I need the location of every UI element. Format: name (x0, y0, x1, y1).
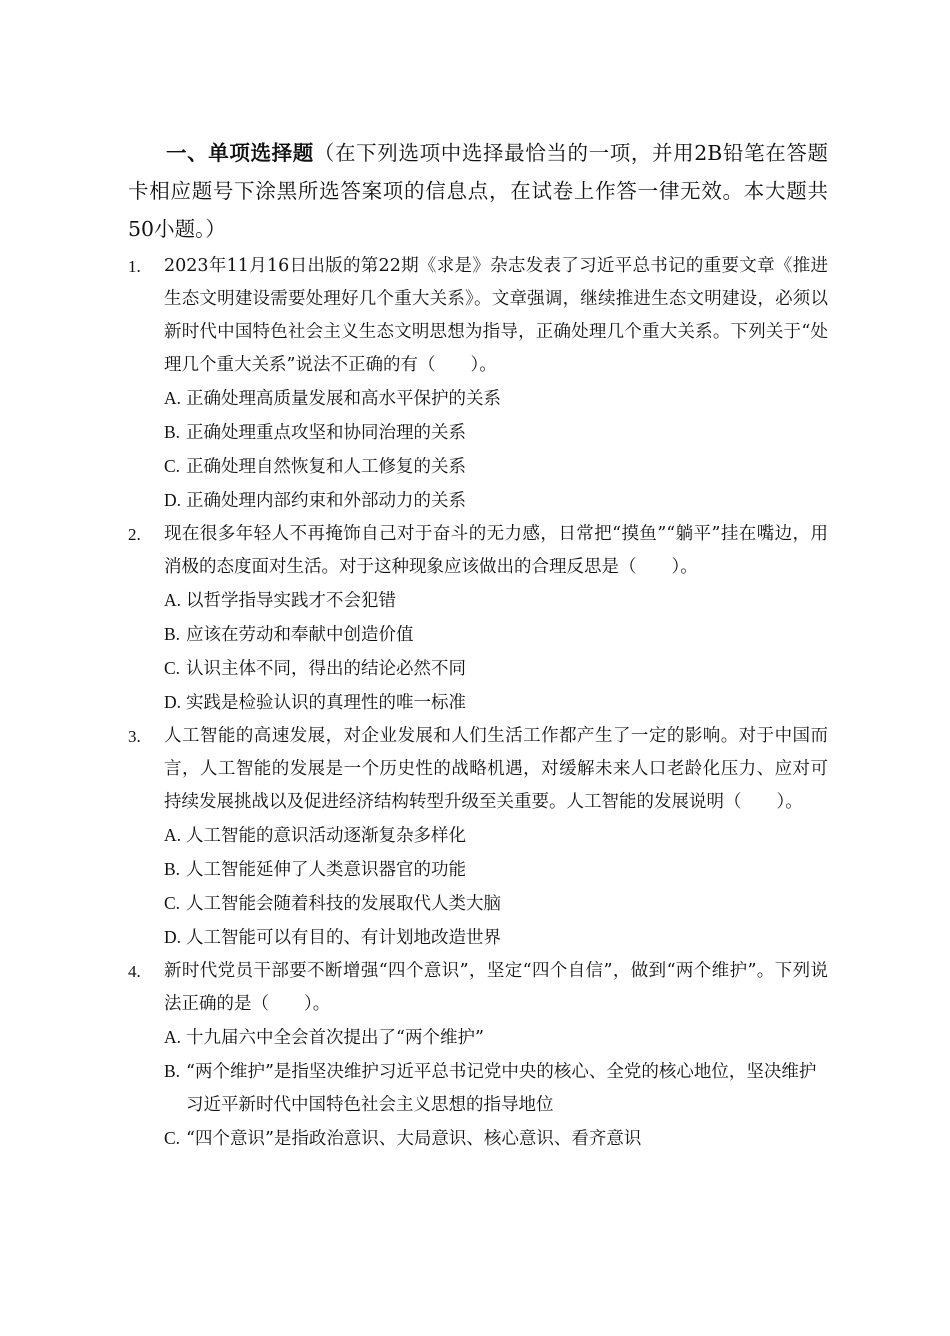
option-letter: B. (164, 624, 181, 644)
question-list (128, 250, 828, 1156)
option-text: 正确处理重点攻坚和协同治理的关系 (186, 423, 466, 443)
question-number: 2. (128, 525, 141, 544)
option-d (164, 921, 828, 955)
option-text: 人工智能的意识活动逐渐复杂多样化 (186, 826, 466, 846)
option-b (164, 853, 828, 887)
option-text: 正确处理高质量发展和高水平保护的关系 (186, 389, 501, 409)
option-text: “两个维护”是指坚决维护习近平总书记党中央的核心、全党的核心地位，坚决维护习近平新时代中国特色社会主义思想的指导地位 (186, 1062, 817, 1115)
option-text: 人工智能延伸了人类意识器官的功能 (186, 860, 466, 880)
option-c (164, 887, 828, 921)
option-letter: C. (164, 1128, 181, 1148)
question-number: 1. (128, 257, 141, 276)
option-letter: D. (164, 692, 182, 712)
option-d (164, 686, 828, 720)
option-letter: A. (164, 1027, 182, 1047)
section-instructions: （在下列选项中选择最恰当的一项，并用2B铅笔在答题卡相应题号下涂黑所选答案项的信息点，在试卷上作答一律无效。本大题共50小题。） (128, 141, 829, 241)
question-number: 4. (128, 962, 141, 981)
option-letter: B. (164, 1061, 181, 1081)
option-b (164, 1055, 828, 1122)
option-c (164, 1122, 828, 1156)
option-text: 以哲学指导实践才不会犯错 (186, 591, 396, 611)
question-2 (128, 518, 828, 720)
option-a (164, 819, 828, 853)
question-number: 3. (128, 727, 141, 746)
question-stem: 人工智能的高速发展，对企业发展和人们生活工作都产生了一定的影响。对于中国而言，人工智能的发展是一个历史性的战略机遇，对缓解未来人口老龄化压力、应对可持续发展挑战以及促进经济结构转型升级至关重要。人工智能的发展说明（ ）。 (164, 726, 828, 812)
option-letter: B. (164, 422, 181, 442)
option-text: 人工智能会随着科技的发展取代人类大脑 (186, 894, 501, 914)
option-letter: D. (164, 490, 182, 510)
option-b (164, 618, 828, 652)
question-1 (128, 250, 828, 518)
option-letter: A. (164, 388, 182, 408)
option-d (164, 484, 828, 518)
option-text: 正确处理内部约束和外部动力的关系 (186, 491, 466, 511)
option-a (164, 382, 828, 416)
question-3 (128, 720, 828, 955)
option-letter: A. (164, 590, 182, 610)
option-text: 正确处理自然恢复和人工修复的关系 (186, 457, 466, 477)
option-letter: D. (164, 927, 182, 947)
question-stem: 现在很多年轻人不再掩饰自己对于奋斗的无力感，日常把“摸鱼”“躺平”挂在嘴边，用消极的态度面对生活。对于这种现象应该做出的合理反思是（ ）。 (164, 524, 828, 577)
option-text: 应该在劳动和奉献中创造价值 (186, 625, 414, 645)
option-a (164, 584, 828, 618)
option-c (164, 450, 828, 484)
option-a (164, 1021, 828, 1055)
option-c (164, 652, 828, 686)
section-heading (128, 134, 828, 248)
option-b (164, 416, 828, 450)
option-text: 实践是检验认识的真理性的唯一标准 (186, 693, 466, 713)
question-stem: 新时代党员干部要不断增强“四个意识”，坚定“四个自信”，做到“两个维护”。下列说法正确的是（ ）。 (164, 961, 828, 1014)
option-letter: C. (164, 893, 181, 913)
option-text: 十九届六中全会首次提出了“两个维护” (186, 1028, 484, 1048)
option-text: 人工智能可以有目的、有计划地改造世界 (186, 928, 501, 948)
option-text: “四个意识”是指政治意识、大局意识、核心意识、看齐意识 (186, 1129, 642, 1149)
question-stem: 2023年11月16日出版的第22期《求是》杂志发表了习近平总书记的重要文章《推进生态文明建设需要处理好几个重大关系》。文章强调，继续推进生态文明建设，必须以新时代中国特色社会主义生态文明思想为指导，正确处理几个重大关系。下列关于“处理几个重大关系”说法不正确的有（ ）。 (164, 256, 828, 375)
option-letter: C. (164, 658, 181, 678)
option-letter: A. (164, 825, 182, 845)
section-title: 一、单项选择题 (166, 141, 314, 165)
question-4 (128, 955, 828, 1156)
option-text: 认识主体不同，得出的结论必然不同 (186, 659, 466, 679)
option-letter: C. (164, 456, 181, 476)
option-letter: B. (164, 859, 181, 879)
